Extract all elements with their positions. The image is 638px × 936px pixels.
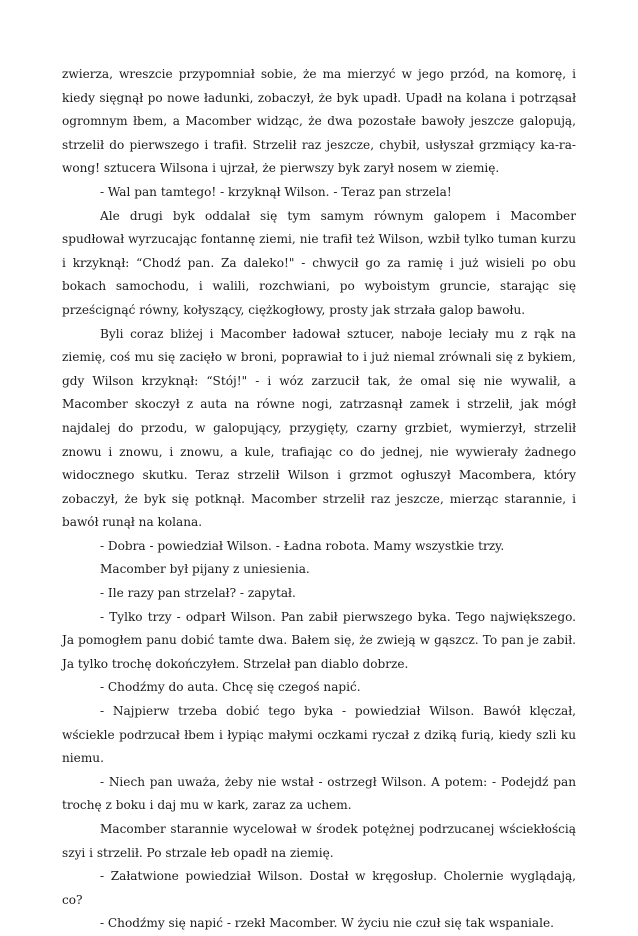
paragraph: - Tylko trzy - odparł Wilson. Pan zabił pierwszego byka. Tego największego. Ja pomogłem panu dobić tamte dwa. Bałem się, że zwieją w gąszcz. To pan je zabił. Ja tylko trochę dokończyłem. Strzelał pan diablo dobrze. bbox=[62, 609, 576, 671]
paragraph: - Niech pan uważa, żeby nie wstał - ostrzegł Wilson. A potem: - Podejdź pan trochę z boku i daj mu w kark, zaraz za uchem. bbox=[62, 774, 576, 813]
paragraph: - Dobra - powiedział Wilson. - Ładna robota. Mamy wszystkie trzy. bbox=[100, 538, 505, 553]
paragraph: zwierza, wreszcie przypomniał sobie, że ma mierzyć w jego przód, na komorę, i kiedy sięgnął po nowe ładunki, zobaczył, że byk upadł. Upadł na kolana i potrząsał ogromnym łbem, a Macomber widząc, że dwa pozostałe bawoły jeszcze galopują, strzelił do pierwszego i trafił. Strzelił raz jeszcze, chybił, usłyszał grzmiący ka-ra-wong! sztucera Wilsona i ujrzał, że pierwszy byk zarył nosem w ziemię. bbox=[62, 67, 576, 176]
paragraph: Ale drugi byk oddalał się tym samym równym galopem i Macomber spudłował wyrzucając fontannę ziemi, nie trafił też Wilson, wzbił tylko tuman kurzu i krzyknął: “Chodź pan. Za daleko!" - chwycił go za ramię i już wisieli po obu bokach samochodu, i walili, rozchwiani, po wyboistym gruncie, starając się prześcignąć równy, kołyszący, ciężkogłowy, prosty jak strzała galop bawołu. bbox=[62, 208, 576, 317]
paragraph: - Załatwione powiedział Wilson. Dostał w kręgosłup. Cholernie wyglądają, co? bbox=[62, 869, 576, 907]
paragraph: - Ile razy pan strzelał? - zapytał. bbox=[100, 586, 296, 601]
paragraph: - Chodźmy się napić - rzekł Macomber. W życiu nie czuł się tak wspaniale. bbox=[100, 916, 554, 931]
paragraph: Macomber był pijany z uniesienia. bbox=[100, 562, 310, 577]
paragraph: - Wal pan tamtego! - krzyknął Wilson. - Teraz pan strzela! bbox=[100, 184, 452, 199]
paragraph: Macomber starannie wycelował w środek potężnej podrzucanej wściekłością szyi i strzelił. Po strzale łeb opadł na ziemię. bbox=[62, 822, 576, 860]
paragraph: Byli coraz bliżej i Macomber ładował sztucer, naboje leciały mu z rąk na ziemię, coś mu się zacięło w broni, poprawiał to i już niemal zrównali się z bykiem, gdy Wilson krzyknął: “Stój!" - i wóz zarzucił tak, że omal się nie wywalił, a Macomber skoczył z auta na równe nogi, zatrzasnął zamek i strzelił, jak mógł najdalej do przodu, w galopujący, przygięty, czarny grzbiet, wymierzył, strzelił znowu i znowu, i znowu, a kule, trafiając co do jednej, nie wywierały żadnego widocznego skutku. Teraz strzelił Wilson i grzmot ogłuszył Macombera, który zobaczył, że byk się potknął. Macomber strzelił raz jeszcze, mierząc starannie, i bawół runął na kolana. bbox=[62, 326, 576, 530]
body-text bbox=[62, 63, 576, 936]
paragraph: - Najpierw trzeba dobić tego byka - powiedział Wilson. Bawół klęczał, wściekle podrzucał łbem i łypiąc małymi oczkami ryczał z dziką furią, kiedy szli ku niemu. bbox=[62, 704, 576, 766]
paragraph: - Chodźmy do auta. Chcę się czegoś napić. bbox=[100, 680, 361, 695]
